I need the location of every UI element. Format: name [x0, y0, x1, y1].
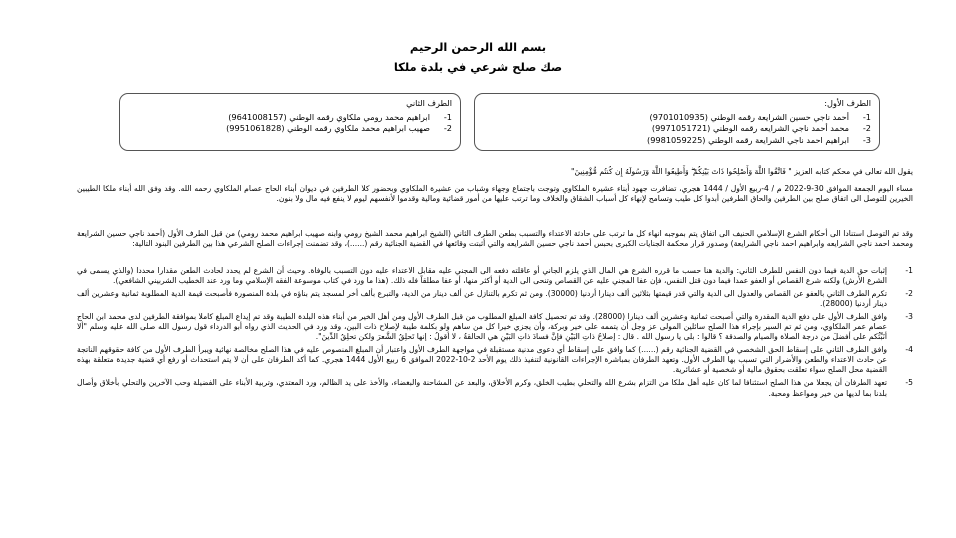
clause-text: وافق الطرف الأول على دفع الدية المقدرة والتي أصبحت ثمانية وعشرين ألف دينارا (28000). وقد تم تحصيل كافة المبلغ المطلوب من قبل الطرف الأول ومن أهل الخير من أبناء هذه البلدة الطيبة وقد تم إيداع المبلغ كاملا بموافقة الطرفين لدى محمد ابن الحاج عصام عمر الملكاوي، ومن ثم تم السير بإجراء هذا الصلح سائلين المولى عز وجل أن يتممه على خير وبركة، وأن يجزي خيرا كل من ساهم ولو بكلمة طيبة لإصلاح ذات البين، وقد ورد في الحديث الذي رواه أبو الدرداء قول رسول الله صلى الله عليه وسلم "ألا أنَبِّئُكم على أفضلَ من درجة الصلاة والصيام والصدقة ؟ قالوا : بلى يا رسول الله . قال : إصلاحُ ذاتِ البَيْنِ فإنَّ فسادَ ذاتِ البَيْنِ هي الحالقةُ ، لا أقولُ : إنها تَحلِقُ الشَّعرَ ولكن تحلِقُ الدِّينَ".	[77, 312, 887, 342]
first-party-member	[483, 112, 871, 124]
clause-item	[77, 378, 913, 398]
member-name: ابراهيم احمد ناجي الشرايعة رقمه الوطني (9981059225)	[646, 134, 849, 145]
first-party-member	[483, 135, 871, 147]
clause-number: 5-	[905, 378, 913, 388]
document-title: صك صلح شرعي في بلدة ملكا	[393, 60, 563, 74]
first-party-member	[483, 123, 871, 135]
member-number: 1-	[443, 111, 452, 122]
member-number: 3-	[862, 134, 871, 145]
clause-item	[77, 345, 913, 375]
clause-item	[77, 312, 913, 342]
agreement-paragraph: وقد تم التوصل استنادا الى أحكام الشرع الإسلامي الحنيف الى اتفاق يتم بموجبه انهاء كل ما ترتب على حادثة الاعتداء والتسبب بطعن الطرف الثاني (الشيخ ابراهيم محمد الشيخ رومي وابنه صهيب ابراهيم محمد رومي) من قبل الطرف الأول (أحمد ناجي حسين الشرايعة ومحمد احمد ناجي الشرايعه وابراهيم احمد ناجي الشرايعة) وصدور قرار محكمة الجنايات الكبرى بحبس أحمد ناجي حسين الشرايعه والتي أثبتت وقائعها في القضية الجنائية رقم (......)، وقد تضمنت إجراءات الصلح الشرعي هذا بين الطرفين البنود التالية:	[77, 229, 913, 249]
clause-text: تكرم الطرف الثاني بالعفو عن القصاص والعدول الى الدية والتي قدر قيمتها بثلاثين ألف دينارا أردنيا (30000). ومن ثم تكرم بالتنازل عن ألف دينار من الدية، والتبرع بألف أخر لمسجد يتم بناؤه في بلدة المنصورة فأصبحت قيمة الدية المطلوبة ثمانية وعشرين ألف دينار أردنيا (28000).	[77, 289, 887, 309]
clause-number: 2-	[905, 289, 913, 299]
clause-item	[77, 266, 913, 286]
first-party-box	[474, 93, 880, 151]
member-name: محمد أحمد ناجي الشرايعه رقمه الوطني (9971051721)	[651, 123, 849, 134]
clause-number: 1-	[905, 266, 913, 275]
first-party-heading: الطرف الأول:	[824, 98, 871, 108]
clause-text: إثبات حق الدية فيما دون النفس للطرف الثاني: والدية هنا حسب ما قرره الشرع هي المال الذي يلزم الجاني أو عاقلته دفعه الى المجني عليه مقابل الاعتداء عليه دون التسبب بالوفاة. وحيث أن الشرع لم يحدد لحادث الطعن مقدارا محددا (والذي يسمى في الشرع الأرش) ولكنه شرع القصاص أو العفو عمدا فيما دون قتل النفس، فإن عفا المجني عليه عن القصاص وتنحى الى الدية أو أكثر منها، أو عفا مطلقاً فله ذلك. (هذا ما ورد في كتاب موسوعة الفقه الإسلامي وما ورد عند الخطيب الشربيني الشافعي).	[77, 266, 887, 286]
member-name: ابراهيم محمد رومي ملكاوي رقمه الوطني (9641008157)	[228, 111, 430, 122]
member-name: صهيب ابراهيم محمد ملكاوي رقمه الوطني (9951061828)	[226, 123, 430, 134]
member-number: 2-	[443, 123, 452, 134]
member-name: أحمد ناجي حسين الشرايعة رقمه الوطني (9701010935)	[649, 111, 849, 122]
quran-verse: يقول الله تعالى في محكم كتابه العزيز " فَاتَّقُوا اللَّهَ وَأَصْلِحُوا ذَاتَ بَيْنِكُمْ ۖ وَأَطِيعُوا اللَّهَ وَرَسُولَهُ إِن كُنتُم مُّؤْمِنِينَ"	[570, 167, 913, 176]
basmala-heading: بسم الله الرحمن الرحيم	[409, 40, 547, 54]
clause-number: 3-	[905, 312, 913, 322]
member-number: 2-	[862, 123, 871, 134]
intro-paragraph: مساء اليوم الجمعة الموافق 30-9-2022 م / 4-ربيع الأول / 1444 هجري، تضافرت جهود أبناء عشيرة الملكاوي وتوجت باجتماع وجهاء وشباب من عشيرة الملكاوي وبحضور كلا الطرفين في ديوان أبناء الحاج عصام الملكاوي رحمه الله. وقد وفق الله أبناء ملكا الطيبين الخيرين للتوصل الى اتفاق صلح بين الطرفين والحاق الطرفين أبدوا كل طيب وتسامح لإنهاء كل أسباب الشقاق والخلاف وما ترتب عليها من أمور قضائية ومالية وقدموا لأنفسهم ليوم لا ينفع فيه مال ولا بنون.	[77, 184, 913, 204]
clause-number: 4-	[905, 345, 913, 355]
clause-text: وافق الطرف الثاني على إسقاط الحق الشخصي في القضية الجنائية رقم (......) كما وافق على إسقاط أي دعوى مدنية مستقبلة في مواجهة الطرف الأول واعتبار أن المبلغ المنصوص عليه في هذا الصلح مخالصة نهائية ويبرأ الطرف الأول من كافة حقوقهم الناتجة عن حادث الاعتداء والطعن والأضرار التي تسبب بها الطرف الأول. وتعهد الطرفان بمباشرة الإجراءات القانونية لتنفيذ ذلك يوم الأحد 2-10-2022 الموافق 6 ربيع الأول 1444 هجري. كما أكد الطرفان على أن لا يتم استحداث أو رفع أي قضية جديدة متعلقة بهذه القضية محل الصلح سواء تعلقت بحقوق مالية أو شخصية أو عشائرية.	[77, 345, 888, 375]
second-party-member	[128, 112, 452, 124]
second-party-box	[119, 93, 461, 151]
second-party-member	[128, 123, 452, 135]
member-number: 1-	[862, 111, 871, 122]
clauses-list	[77, 266, 913, 402]
clause-text: تعهد الطرفان أن يجعلا من هذا الصلح استئنافا لما كان عليه أهل ملكا من التزام بشرع الله والتحلي بطيب الخلق، وكرم الأخلاق، والبعد عن المشاحنة والبغضاء، والأخذ على يد الظالم، ورد المعتدي، وتربية الأبناء على الفضيلة وحب الآخرين والتحلي بأخلاق وأصال بلدنا بما لديها من خير ومواعظ ومحبة.	[77, 378, 887, 398]
clause-item	[77, 289, 913, 309]
second-party-heading: الطرف الثاني	[406, 98, 452, 108]
